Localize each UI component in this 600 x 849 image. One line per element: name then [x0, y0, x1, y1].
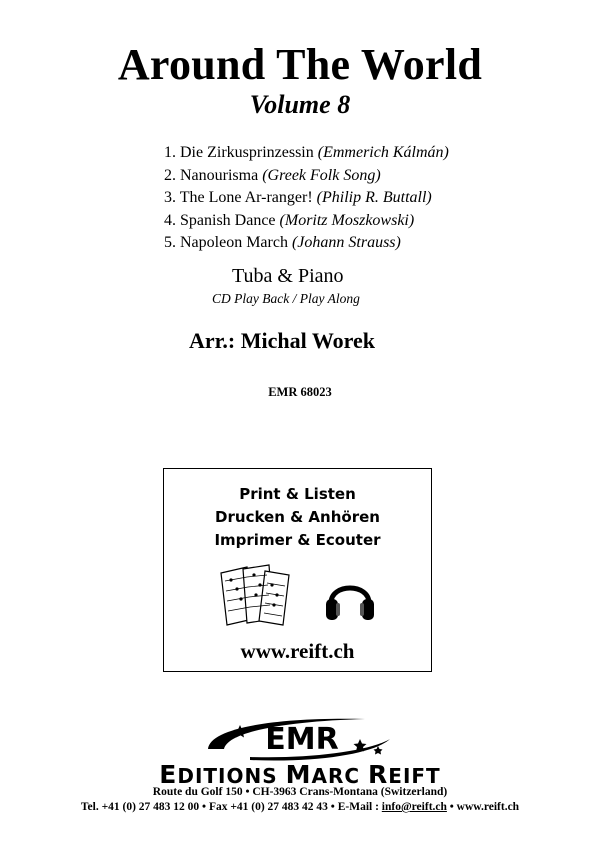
piece-item — [164, 187, 449, 210]
brand-word-arc: ARC — [311, 764, 369, 788]
piece-title: 4. Spanish Dance — [164, 211, 276, 229]
cd-playback-line: CD Play Back / Play Along — [212, 291, 360, 306]
print-listen-line-en: Print & Listen — [239, 485, 356, 503]
brand-word-ditions: DITIONS — [177, 764, 286, 788]
brand-initial-r: R — [368, 760, 389, 789]
brand-initial-e: E — [159, 760, 178, 789]
catalog-number: EMR 68023 — [268, 385, 332, 399]
emr-logo — [200, 713, 400, 763]
publisher-contact — [0, 801, 600, 813]
piece-item — [164, 210, 449, 233]
piece-composer: (Moritz Moszkowski) — [279, 211, 415, 229]
piece-title: 3. The Lone Ar-ranger! — [164, 189, 313, 206]
contact-phone-fax: Tel. +41 (0) 27 483 12 00 • Fax +41 (0) 27 483 42 43 • E-Mail : — [80, 801, 382, 813]
piece-composer: (Greek Folk Song) — [262, 166, 381, 184]
piece-item — [164, 142, 449, 165]
print-listen-text — [164, 483, 431, 552]
brand-initial-m: M — [285, 760, 312, 789]
piece-composer: (Johann Strauss) — [291, 234, 401, 251]
headphones-icon — [322, 569, 378, 625]
contact-website: • www.reift.ch — [446, 801, 520, 813]
piece-title: 5. Napoleon March — [164, 234, 288, 251]
sheet-music-icon — [219, 563, 295, 627]
piece-item — [164, 232, 449, 255]
piece-title: 2. Nanourisma — [164, 166, 259, 184]
publisher-name — [0, 760, 600, 789]
title: Around The World — [117, 40, 483, 89]
piece-list — [164, 142, 449, 255]
website-link[interactable]: www.reift.ch — [240, 639, 355, 663]
print-listen-line-de: Drucken & Anhören — [215, 508, 380, 526]
piece-composer: (Emmerich Kálmán) — [317, 144, 449, 161]
subtitle: Volume 8 — [249, 90, 351, 119]
publisher-address: Route du Golf 150 • CH-3963 Crans-Montana (Switzerland) — [152, 786, 448, 798]
brand-word-eift: EIFT — [388, 764, 441, 788]
email-link[interactable]: info@reift.ch — [381, 801, 447, 813]
piece-item — [164, 165, 449, 188]
arranger: Arr.: Michal Worek — [189, 328, 375, 353]
print-listen-line-fr: Imprimer & Ecouter — [214, 531, 381, 549]
print-listen-box — [163, 468, 432, 672]
piece-composer: (Philip R. Buttall) — [316, 189, 432, 206]
piece-title: 1. Die Zirkusprinzessin — [164, 144, 314, 161]
emr-logo-text: EMR — [265, 722, 339, 757]
instrumentation: Tuba & Piano — [232, 265, 344, 287]
